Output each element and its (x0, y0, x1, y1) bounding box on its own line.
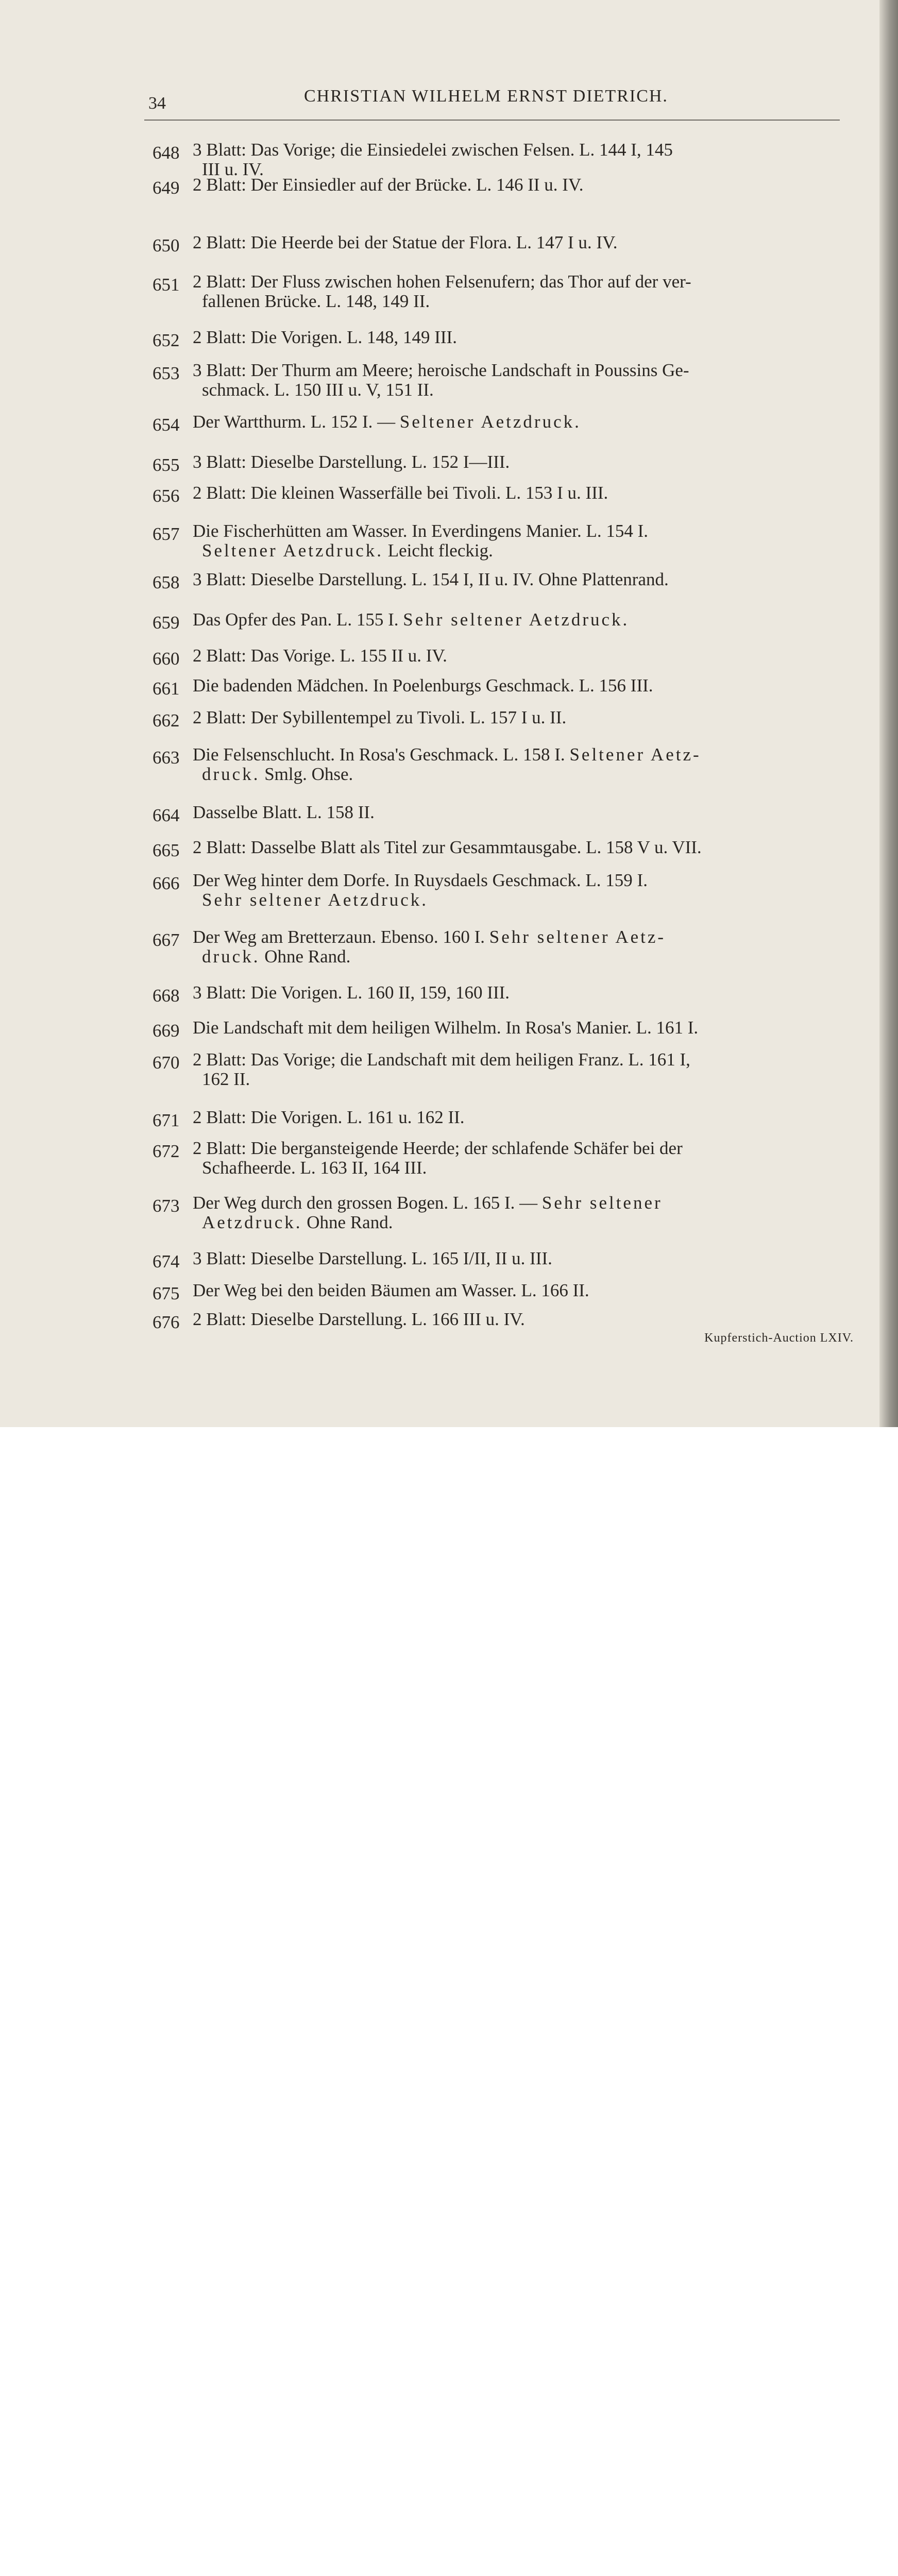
entry-segment: Der Weg bei den beiden Bäumen am Wasser. L. 166 II. (193, 1280, 589, 1300)
entry-segment: Die badenden Mädchen. In Poelenburgs Geschmack. L. 156 III. (193, 675, 653, 696)
entry-line (193, 676, 844, 696)
entry-line (193, 1249, 844, 1268)
entry-line (193, 521, 844, 541)
entry-segment: 2 Blatt: Der Fluss zwischen hohen Felsenufern; das Thor auf der ver- (193, 272, 691, 292)
entry-segment: 2 Blatt: Der Sybillentempel zu Tivoli. L. 157 I u. II. (193, 707, 567, 727)
entry-segment: Die Felsenschlucht. In Rosa's Geschmack. L. 158 I. (193, 744, 570, 765)
entry-text (193, 233, 844, 252)
entry-line (193, 272, 844, 292)
running-title: CHRISTIAN WILHELM ERNST DIETRICH. (304, 87, 668, 106)
entry-text (193, 1310, 844, 1329)
entry-line (202, 1070, 844, 1089)
entry-segment: Dasselbe Blatt. L. 158 II. (193, 802, 375, 822)
entry-text (193, 708, 844, 727)
entry-line (193, 708, 844, 727)
entry-text (193, 1018, 844, 1038)
entry-segment: 2 Blatt: Die kleinen Wasserfälle bei Tivoli. L. 153 I u. III. (193, 483, 608, 503)
entry-segment: Der Wartthurm. L. 152 I. — (193, 412, 400, 432)
page-number: 34 (148, 94, 166, 113)
spaced-emphasis-text: Sehr seltener Aetz- (489, 927, 666, 947)
entry-number: 648 (153, 143, 180, 163)
entry-number: 672 (153, 1141, 180, 1161)
entry-line (193, 328, 844, 347)
entry-text (193, 361, 844, 400)
entry-line (193, 140, 844, 160)
entry-text (193, 452, 844, 472)
entry-line (202, 1213, 844, 1232)
spaced-emphasis-text: Seltener Aetz- (569, 744, 701, 765)
entry-text (193, 1108, 844, 1127)
entry-text (193, 745, 844, 784)
entry-text (193, 927, 844, 967)
spaced-emphasis-text: druck. (202, 946, 260, 967)
entry-segment: 2 Blatt: Dieselbe Darstellung. L. 166 III u. IV. (193, 1309, 525, 1329)
header-rule (144, 120, 840, 121)
entry-segment: Die Landschaft mit dem heiligen Wilhelm. In Rosa's Manier. L. 161 I. (193, 1018, 699, 1038)
spaced-emphasis-text: Aetzdruck. (202, 1212, 302, 1232)
entry-number: 664 (153, 805, 180, 825)
entry-line (193, 233, 844, 252)
entry-line (193, 745, 844, 765)
spaced-emphasis-text: Sehr seltener Aetzdruck. (403, 609, 630, 630)
entry-line (193, 1193, 844, 1213)
entry-text (193, 838, 844, 857)
entry-number: 675 (153, 1283, 180, 1303)
entry-number: 659 (153, 613, 180, 633)
entry-text (193, 1193, 844, 1232)
entry-number: 662 (153, 710, 180, 731)
entry-text (193, 140, 844, 179)
entry-line (193, 1281, 844, 1300)
entry-segment: 2 Blatt: Das Vorige. L. 155 II u. IV. (193, 646, 447, 666)
entry-number: 667 (153, 930, 180, 950)
entry-line (193, 412, 844, 432)
entry-line (193, 1310, 844, 1329)
entry-segment: 3 Blatt: Die Vorigen. L. 160 II, 159, 160 III. (193, 982, 510, 1003)
entry-line (202, 765, 844, 784)
spaced-emphasis-text: Sehr seltener (541, 1193, 663, 1213)
entry-line (202, 947, 844, 967)
entry-line (193, 983, 844, 1003)
entry-line (193, 175, 844, 195)
entry-text (193, 521, 844, 561)
entry-number: 671 (153, 1110, 180, 1130)
entry-text (193, 983, 844, 1003)
entry-number: 668 (153, 986, 180, 1006)
entry-number: 649 (153, 178, 180, 198)
entry-segment: 3 Blatt: Das Vorige; die Einsiedelei zwischen Felsen. L. 144 I, 145 (193, 140, 673, 160)
entry-segment: 2 Blatt: Die Vorigen. L. 161 u. 162 II. (193, 1107, 465, 1127)
spaced-emphasis-text: druck. (202, 764, 260, 784)
entry-line (202, 890, 844, 910)
entry-line (202, 1158, 844, 1178)
entry-text (193, 676, 844, 696)
entry-number: 661 (153, 679, 180, 699)
entry-number: 674 (153, 1251, 180, 1272)
entry-segment: 3 Blatt: Dieselbe Darstellung. L. 154 I, II u. IV. Ohne Plattenrand. (193, 569, 669, 589)
entry-segment: Der Weg am Bretterzaun. Ebenso. 160 I. (193, 927, 489, 947)
entry-number: 651 (153, 275, 180, 295)
entry-number: 650 (153, 235, 180, 256)
entry-number: 660 (153, 649, 180, 669)
entry-line (193, 1108, 844, 1127)
entry-segment: 2 Blatt: Die bergansteigende Heerde; der schlafende Schäfer bei der (193, 1138, 683, 1158)
entry-segment: 3 Blatt: Der Thurm am Meere; heroische Landschaft in Poussins Ge- (193, 360, 689, 380)
entry-segment: 2 Blatt: Die Vorigen. L. 148, 149 III. (193, 327, 457, 347)
entry-number: 663 (153, 748, 180, 768)
entry-line (193, 803, 844, 822)
entry-segment: 3 Blatt: Dieselbe Darstellung. L. 165 I/II, II u. III. (193, 1248, 552, 1268)
entry-line (193, 871, 844, 890)
spaced-emphasis-text: Sehr seltener Aetzdruck. (202, 890, 429, 910)
entry-segment: Leicht fleckig. (383, 540, 493, 561)
viewer-footer (0, 1427, 898, 1504)
entry-line (193, 838, 844, 857)
entry-number: 665 (153, 840, 180, 860)
entry-line (202, 292, 844, 311)
entry-text (193, 1281, 844, 1300)
entry-line (193, 452, 844, 472)
entry-segment: 162 II. (202, 1069, 250, 1089)
entry-line (193, 483, 844, 503)
entry-segment: fallenen Brücke. L. 148, 149 II. (202, 291, 430, 311)
entry-text (193, 871, 844, 910)
entry-segment: Ohne Rand. (260, 946, 351, 967)
entry-number: 652 (153, 330, 180, 350)
entry-segment: schmack. L. 150 III u. V, 151 II. (202, 380, 434, 400)
entry-segment: 2 Blatt: Die Heerde bei der Statue der Flora. L. 147 I u. IV. (193, 232, 618, 252)
entry-segment: Smlg. Ohse. (260, 764, 353, 784)
entry-text (193, 803, 844, 822)
entry-text (193, 1050, 844, 1089)
entry-segment: Der Weg durch den grossen Bogen. L. 165 I. — (193, 1193, 542, 1213)
page-edge-shadow (879, 0, 898, 1427)
entry-line (193, 610, 844, 630)
entry-segment: Der Weg hinter dem Dorfe. In Ruysdaels Geschmack. L. 159 I. (193, 870, 648, 890)
entry-segment: 2 Blatt: Der Einsiedler auf der Brücke. L. 146 II u. IV. (193, 175, 584, 195)
entry-text (193, 272, 844, 311)
entry-number: 656 (153, 486, 180, 506)
entry-segment: 3 Blatt: Dieselbe Darstellung. L. 152 I—III. (193, 452, 510, 472)
entry-line (202, 541, 844, 561)
entry-text (193, 1249, 844, 1268)
spaced-emphasis-text: Seltener Aetzdruck. (399, 412, 581, 432)
entry-text (193, 646, 844, 666)
entry-line (193, 1018, 844, 1038)
entry-text (193, 412, 844, 432)
entry-segment: Schafheerde. L. 163 II, 164 III. (202, 1158, 427, 1178)
entry-segment: 2 Blatt: Dasselbe Blatt als Titel zur Gesammtausgabe. L. 158 V u. VII. (193, 837, 702, 857)
entry-segment: 2 Blatt: Das Vorige; die Landschaft mit dem heiligen Franz. L. 161 I, (193, 1049, 690, 1070)
entry-number: 658 (153, 572, 180, 592)
entry-text (193, 610, 844, 630)
entry-text (193, 1139, 844, 1178)
entry-number: 655 (153, 455, 180, 475)
entry-text (193, 175, 844, 195)
entry-number: 657 (153, 524, 180, 544)
entry-segment: III u. IV. (202, 159, 264, 179)
entry-line (193, 646, 844, 666)
entry-segment: Ohne Rand. (302, 1212, 393, 1232)
entry-number: 676 (153, 1312, 180, 1332)
entry-line (193, 570, 844, 589)
entry-number: 670 (153, 1053, 180, 1073)
entry-segment: Das Opfer des Pan. L. 155 I. (193, 609, 403, 630)
entry-number: 653 (153, 363, 180, 383)
entry-line (193, 1050, 844, 1070)
entry-line (193, 361, 844, 380)
entry-line (202, 380, 844, 400)
entry-number: 669 (153, 1021, 180, 1041)
entry-text (193, 328, 844, 347)
entry-number: 673 (153, 1196, 180, 1216)
entry-line (193, 927, 844, 947)
entry-line (193, 1139, 844, 1158)
entry-text (193, 570, 844, 589)
entry-number: 654 (153, 415, 180, 435)
spaced-emphasis-text: Seltener Aetzdruck. (202, 540, 384, 561)
signature-note: Kupferstich-Auction LXIV. (704, 1331, 854, 1345)
entry-text (193, 483, 844, 503)
entry-segment: Die Fischerhütten am Wasser. In Everdingens Manier. L. 154 I. (193, 521, 648, 541)
entry-number: 666 (153, 873, 180, 893)
